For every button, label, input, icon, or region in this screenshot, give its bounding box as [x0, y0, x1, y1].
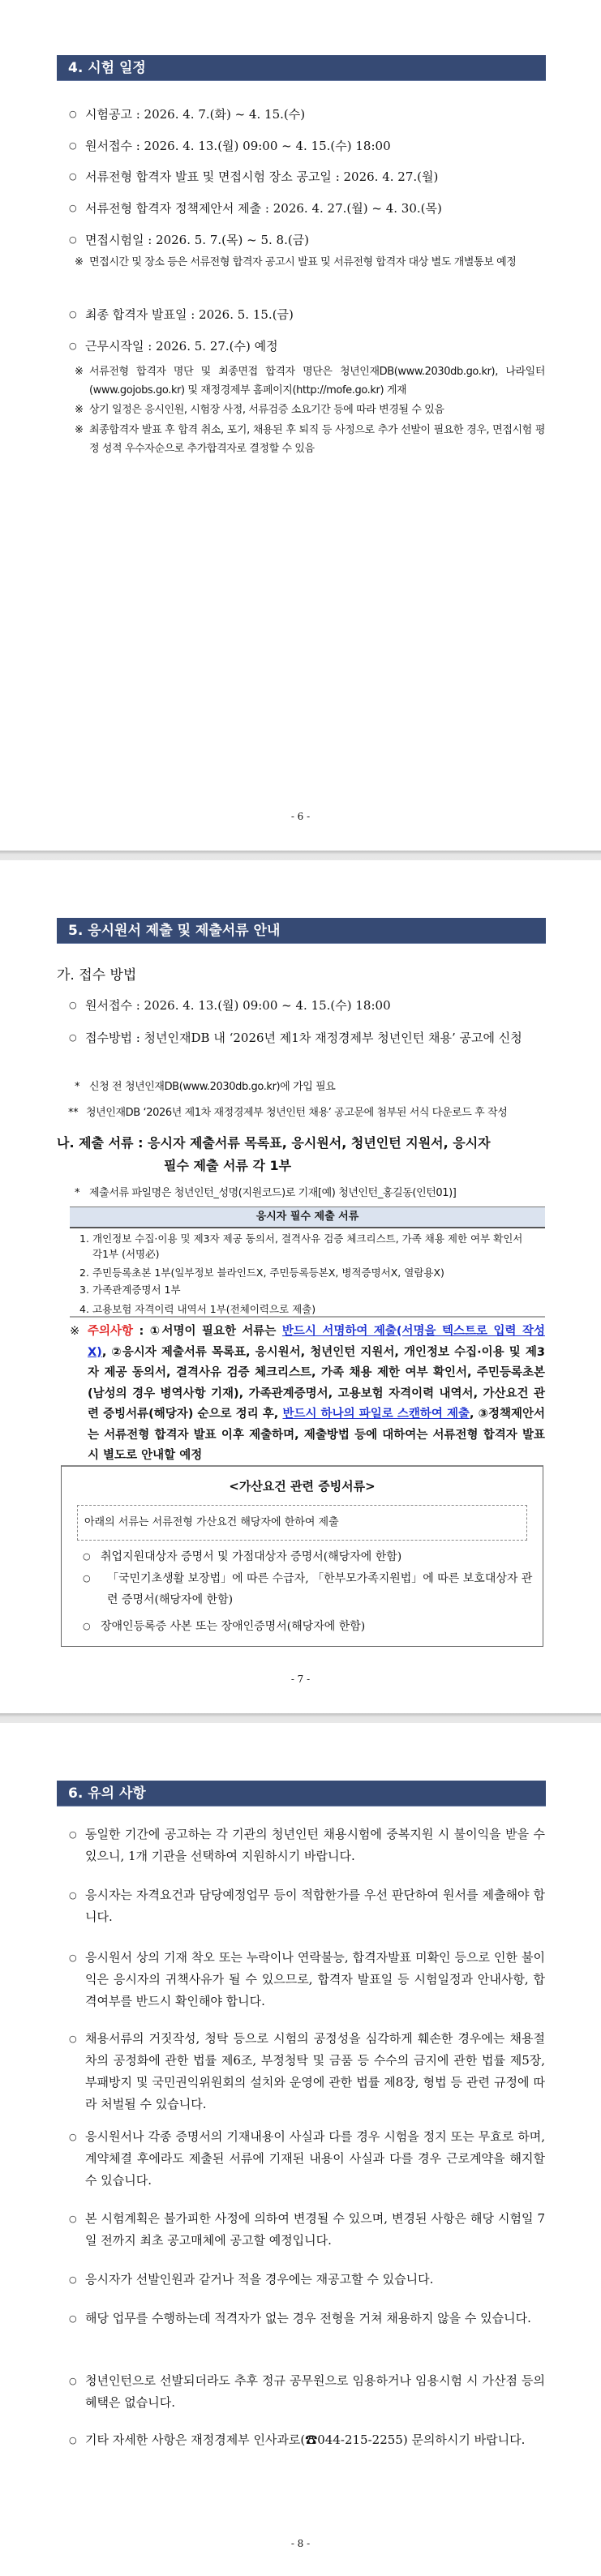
schedule-item: ○ 면접시험일 : 2026. 5. 7.(목) ~ 5. 8.(금)	[69, 229, 545, 251]
notice-item: ○ 응시원서 상의 기재 착오 또는 누락이나 연락불능, 합격자발표 미확인 등으로 인한 불이익은 응시자의 귀책사유가 될 수 있으므로, 합격자 발표일 등 시험일정과 안내사항, 합격여부를 반드시 확인해야 합니다.	[69, 1947, 545, 2012]
page-number: - 6 -	[290, 811, 311, 822]
required-docs-table-header: 응시자 필수 제출 서류	[70, 1207, 545, 1228]
note: ※ 서류전형 합격자 명단 및 최종면접 합격자 명단은 청년인재DB(www.2030db.go.kr), 나라일터(www.gojobs.go.kr) 및 재정경제부 홈페이지(http://mofe.go.kr) 게재	[75, 366, 545, 396]
section-4-header: 4. 시험 일정	[57, 55, 546, 81]
note: ** 청년인재DB ‘2026년 제1차 재정경제부 청년인턴 채용’ 공고문에 첨부된 서식 다운로드 후 작성	[68, 1107, 508, 1119]
subsection-a-title: 가. 접수 방법	[57, 967, 137, 984]
page-number: - 7 -	[290, 1674, 311, 1685]
bonus-documents-title: <가산요건 관련 증빙서류>	[229, 1479, 376, 1494]
application-item: ○ 접수방법 : 청년인재DB 내 ‘2026년 제1차 재정경제부 청년인턴 채용’ 공고에 신청	[69, 1027, 545, 1048]
signature-emphasis: 반드시 서명하여 제출(서명을 텍스트로 입력 작성 X)	[88, 1325, 545, 1359]
notice-item: ○ 응시자가 선발인원과 같거나 적을 경우에는 재공고할 수 있습니다.	[69, 2269, 545, 2291]
application-item: ○ 원서접수 : 2026. 4. 13.(월) 09:00 ~ 4. 15.(수) 18:00	[69, 995, 545, 1016]
notice-item: ○ 응시원서나 각종 증명서의 기재내용이 사실과 다를 경우 시험을 정지 또는 무효로 하며, 계약체결 후에라도 제출된 서류에 기재된 내용이 사실과 다를 경우 근로계약을 해지할 수 있습니다.	[69, 2126, 545, 2192]
table-row: 4. 고용보험 자격이력 내역서 1부(전체이력으로 제출)	[79, 1303, 316, 1315]
section-6-header: 6. 유의 사항	[57, 1781, 546, 1807]
interview-note: ※ 면접시간 및 장소 등은 서류전형 합격자 공고시 발표 및 서류전형 합격자 대상 별도 개별통보 예정	[75, 256, 517, 268]
note: * 제출서류 파일명은 청년인턴_성명(지원코드)로 기재[예) 청년인턴_홍길동(인턴01)]	[75, 1187, 457, 1199]
caution-paragraph: ※ 주의사항 : ①서명이 필요한 서류는 반드시 서명하여 제출(서명을 텍스트로 입력 작성 X), ②응시자 제출서류 목록표, 응시원서, 청년인턴 지원서, 개인정보 수집·이용 및 제3자 제공 동의서, 결격사유 검증 체크리스트, 가족 채용 제한 여부 확인서, 주민등록초본(남성의 경우 병역사항 기재), 가족관계증명서, 고용보험 자격이력 내역서, 가산요건 관련 증빙서류(해당자) 순으로 정리 후, 반드시 하나의 파일로 스캔하여 제출, ③정책제안서는 서류전형 합격자 발표 이후 제출하며, 제출방법 등에 대하여는 서류전형 합격자 발표 시 별도로 안내할 예정	[70, 1325, 545, 1462]
caution-label: 주의사항	[88, 1325, 134, 1338]
bonus-documents-note: 아래의 서류는 서류전형 가산요건 해당자에 한하여 제출	[77, 1505, 527, 1541]
bonus-document-item: ○ 취업지원대상자 증명서 및 가점대상자 증명서(해당자에 한함)	[83, 1546, 537, 1567]
notice-item: ○ 동일한 기간에 공고하는 각 기관의 청년인턴 채용시험에 중복지원 시 불이익을 받을 수 있으니, 1개 기관을 선택하여 지원하시기 바랍니다.	[69, 1824, 545, 1867]
page-separator	[0, 1713, 601, 1723]
note: ※ 최종합격자 발표 후 합격 취소, 포기, 채용된 후 퇴직 등 사정으로 추가 선발이 필요한 경우, 면접시험 평정 성적 우수자순으로 추가합격자로 결정할 수 있음	[75, 424, 545, 455]
notice-item: ○ 본 시험계획은 불가피한 사정에 의하여 변경될 수 있으며, 변경된 사항은 해당 시험일 7일 전까지 최초 공고매체에 공고할 예정입니다.	[69, 2208, 545, 2252]
notice-item: ○ 청년인턴으로 선발되더라도 추후 정규 공무원으로 임용하거나 임용시험 시 가산점 등의 혜택은 없습니다.	[69, 2370, 545, 2414]
schedule-item: ○ 원서접수 : 2026. 4. 13.(월) 09:00 ~ 4. 15.(수) 18:00	[69, 135, 545, 156]
table-row: 1. 개인정보 수집·이용 및 제3자 제공 동의서, 결격사유 검증 체크리스트, 가족 채용 제한 여부 확인서 각1부 (서명必)	[79, 1232, 523, 1260]
subsection-b-title: 나. 제출 서류 : 응시자 제출서류 목록표, 응시원서, 청년인턴 지원서, 응시자	[57, 1135, 491, 1151]
table-bottom-rule	[70, 1316, 545, 1318]
note: * 신청 전 청년인재DB(www.2030db.go.kr)에 가입 필요	[75, 1081, 336, 1093]
page-number: - 8 -	[290, 2538, 311, 2549]
schedule-item: ○ 서류전형 합격자 정책제안서 제출 : 2026. 4. 27.(월) ~ 4. 30.(목)	[69, 198, 545, 219]
bonus-document-item: ○ 장애인등록증 사본 또는 장애인증명서(해당자에 한함)	[83, 1616, 537, 1637]
note: ※ 상기 일정은 응시인원, 시험장 사정, 서류검증 소요기간 등에 따라 변경될 수 있음	[75, 404, 444, 416]
notice-item: ○ 기타 자세한 사항은 재정경제부 인사과로(☎044-215-2255) 문의하시기 바랍니다.	[69, 2429, 545, 2451]
schedule-item: ○ 서류전형 합격자 발표 및 면접시험 장소 공고일 : 2026. 4. 27.(월)	[69, 166, 545, 187]
subsection-b-title-cont: 필수 제출 서류 각 1부	[164, 1158, 292, 1173]
section-5-header: 5. 응시원서 제출 및 제출서류 안내	[57, 918, 546, 944]
notice-item: ○ 응시자는 자격요건과 담당예정업무 등이 적합한가를 우선 판단하여 원서를 제출해야 합니다.	[69, 1884, 545, 1928]
table-row: 2. 주민등록초본 1부(일부정보 블라인드X, 주민등록등본X, 병적증명서X, 열람용X)	[79, 1267, 444, 1279]
schedule-item: ○ 시험공고 : 2026. 4. 7.(화) ~ 4. 15.(수)	[69, 104, 545, 125]
page-8	[0, 1724, 601, 2576]
schedule-item: ○ 최종 합격자 발표일 : 2026. 5. 15.(금)	[69, 304, 545, 325]
page-separator	[0, 851, 601, 860]
notice-item: ○ 채용서류의 거짓작성, 청탁 등으로 시험의 공정성을 심각하게 훼손한 경우에는 채용절차의 공정화에 관한 법률 제6조, 부정청탁 및 금품 등 수수의 금지에 관한 법률 제5장, 부패방지 및 국민권익위원회의 설치와 운영에 관한 법률 제8장, 형법 등 관련 규정에 따라 처벌될 수 있습니다.	[69, 2028, 545, 2115]
single-file-emphasis: 반드시 하나의 파일로 스캔하여 제출	[282, 1408, 470, 1421]
notice-item: ○ 해당 업무를 수행하는데 적격자가 없는 경우 전형을 거쳐 채용하지 않을 수 있습니다.	[69, 2308, 545, 2330]
table-row: 3. 가족관계증명서 1부	[79, 1284, 181, 1296]
page-6	[0, 0, 601, 851]
schedule-item: ○ 근무시작일 : 2026. 5. 27.(수) 예정	[69, 336, 545, 357]
bonus-document-item: ○ 「국민기초생활 보장법」에 따른 수급자, 「한부모가족지원법」에 따른 보호대상자 관련 증명서(해당자에 한함)	[83, 1568, 537, 1610]
